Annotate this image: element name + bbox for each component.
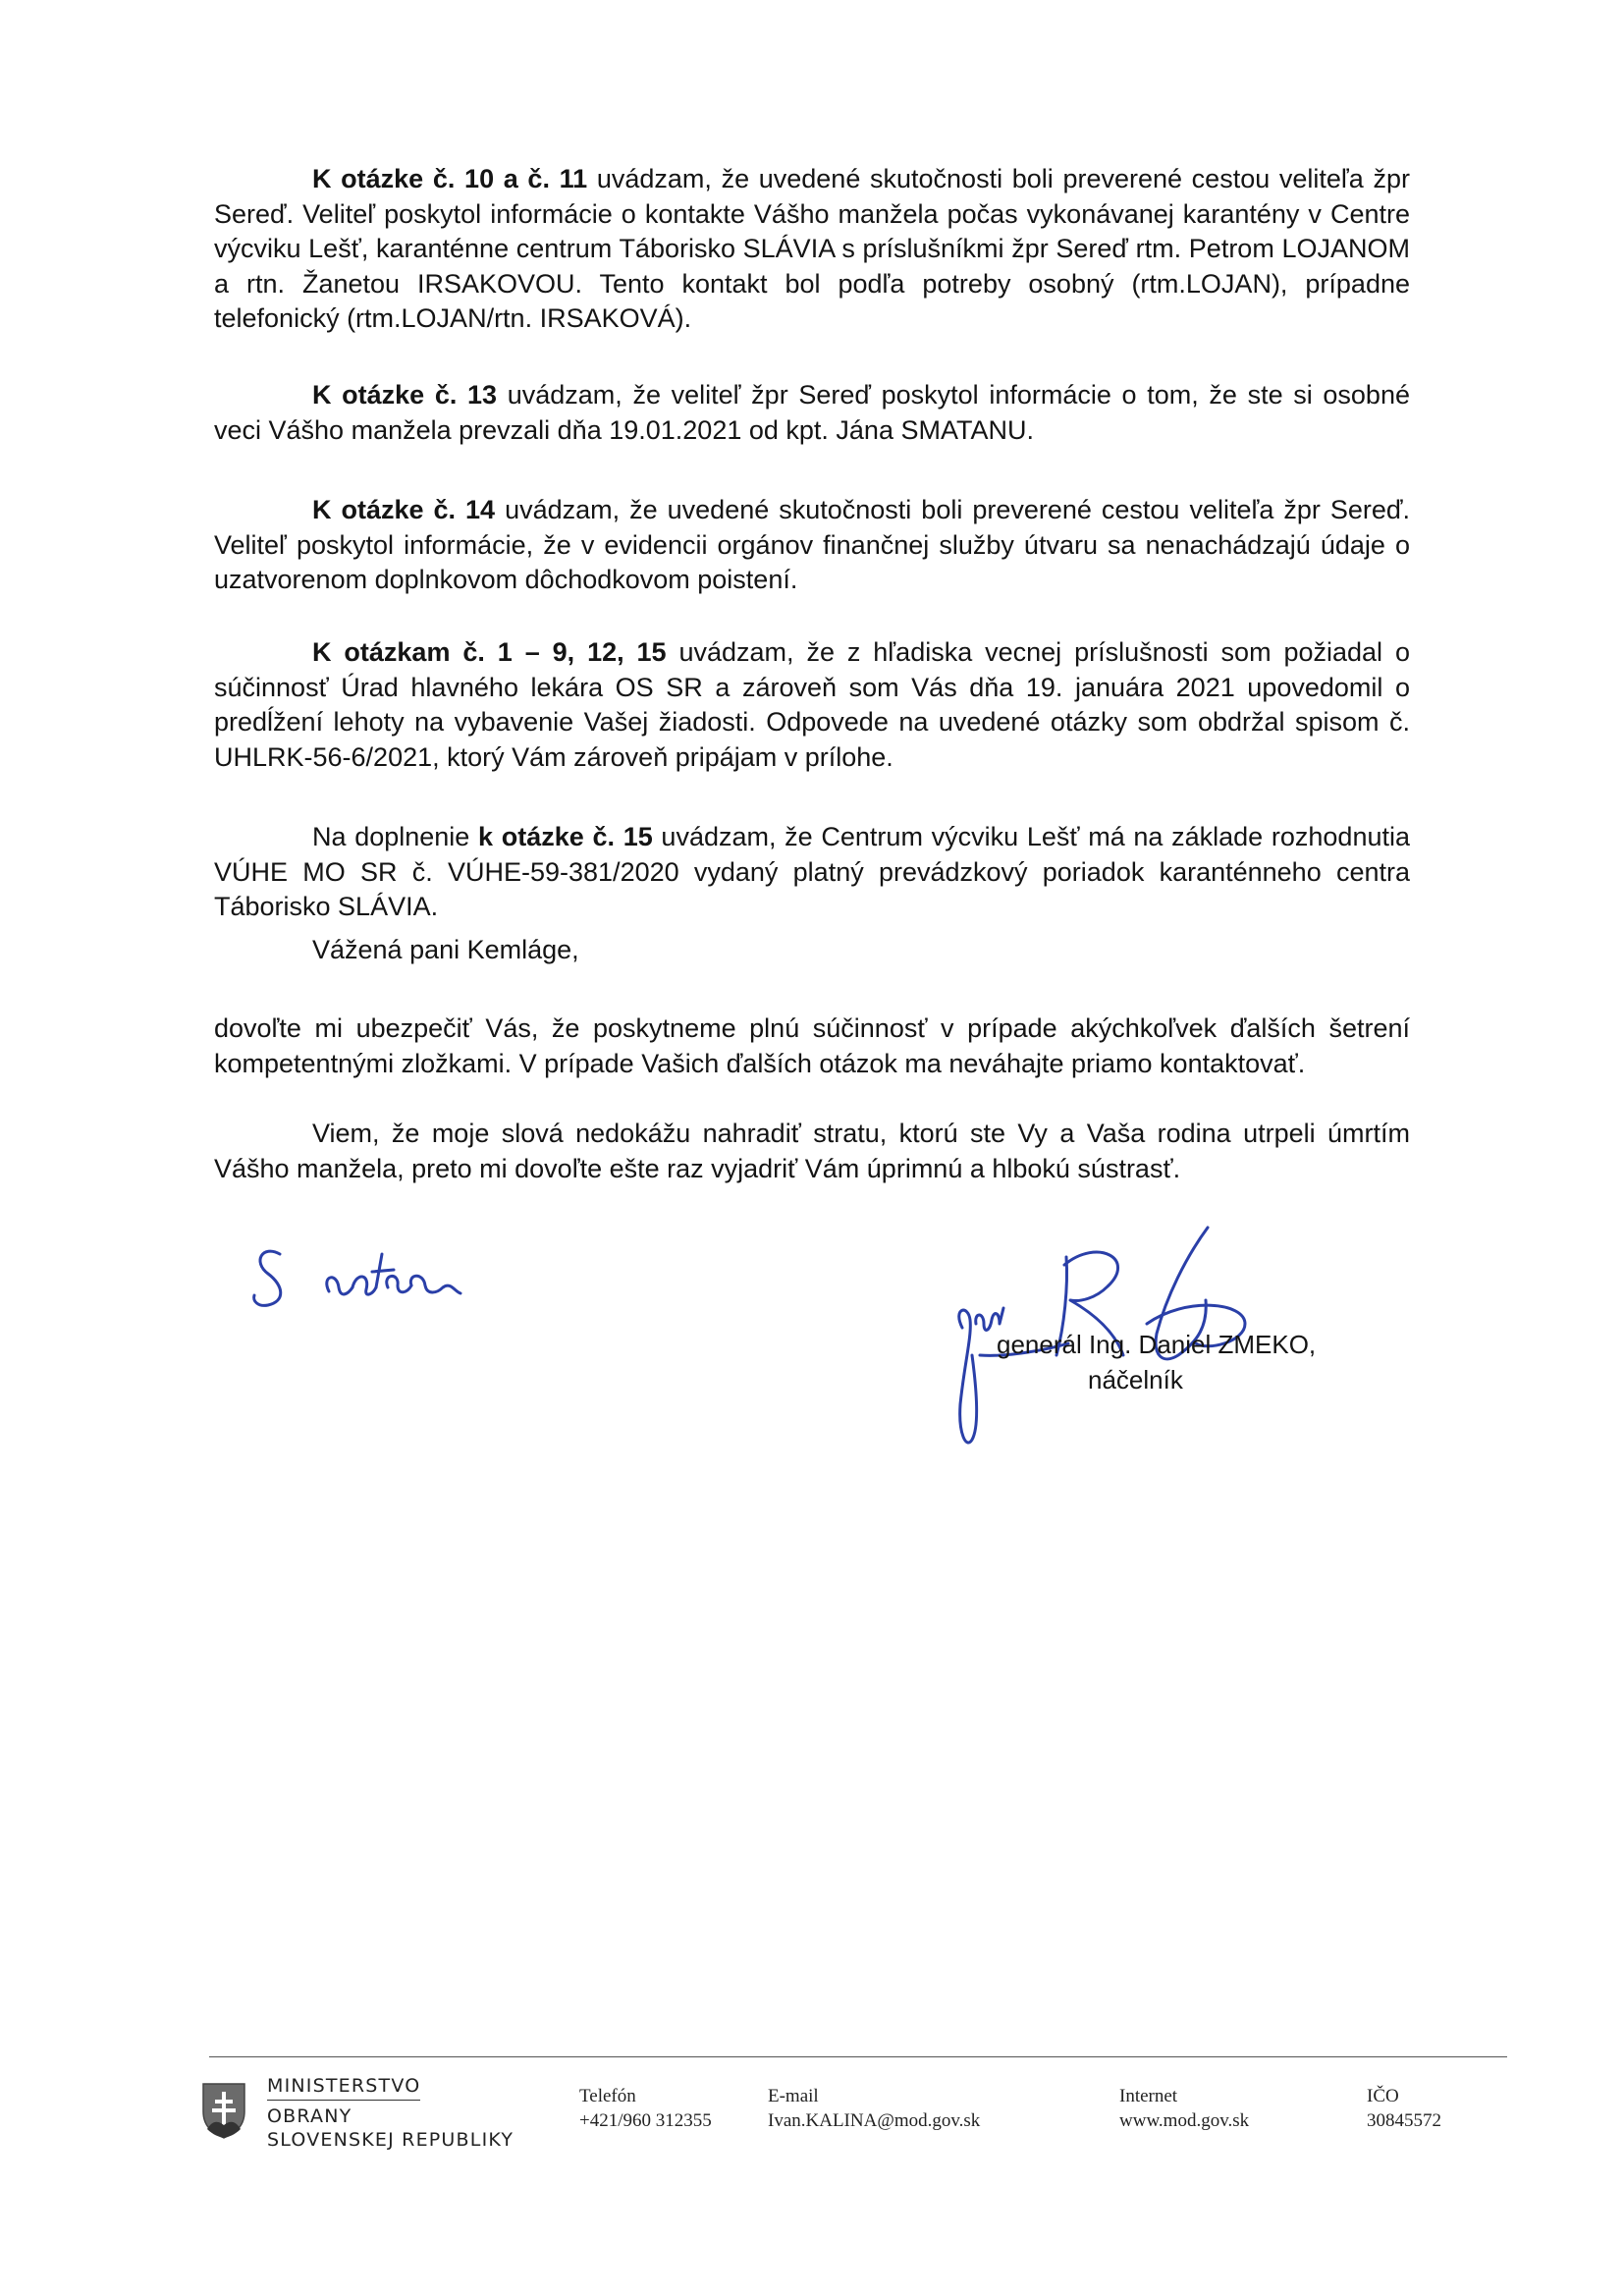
signer-role: náčelník — [1088, 1365, 1183, 1394]
paragraph-text: uvádzam, že uvedené skutočnosti boli preverené cestou veliteľa žpr Sereď. Veliteľ poskytol informácie, že v evidencii orgánov finančnej služby útvaru sa nenachádzajú údaje o uzatvorenom doplnkovom dôchodkovom poistení. — [214, 495, 1410, 594]
ministry-line-1: MINISTERSTVO — [267, 2074, 420, 2101]
handwritten-closing — [250, 1232, 545, 1331]
paragraph-prefix: Na doplnenie — [312, 822, 479, 851]
ministry-wordmark — [267, 2074, 514, 2152]
question-ref: K otázke č. 10 a č. 11 — [312, 164, 588, 193]
footer-ico — [1367, 2084, 1441, 2133]
footer-divider — [209, 2056, 1507, 2057]
ico-value: 30845572 — [1367, 2110, 1441, 2131]
paragraph-assurance: dovoľte mi ubezpečiť Vás, že poskytneme plnú súčinnosť v prípade akýchkoľvek ďalších šetrení kompetentnými zložkami. V prípade Vašich ďalších otázok ma neváhajte priamo kontaktovať. — [214, 1013, 1410, 1078]
phone-label: Telefón — [579, 2086, 636, 2106]
footer-internet — [1119, 2084, 1249, 2133]
paragraph-text: uvádzam, že uvedené skutočnosti boli preverené cestou veliteľa žpr Sereď. Veliteľ poskytol informácie o kontakte Vášho manžela počas vykonávanej karantény v Centre výcviku Lešť, karanténne centrum Táborisko SLÁVIA s príslušníkmi žpr Sereď rtm. Petrom LOJANOM a rtn. Žanetou IRSAKOVOU. Tento kontakt bol podľa potreby osobný (rtm.LOJAN), prípadne telefonický (rtm.LOJAN/rtn. IRSAKOVÁ). — [214, 164, 1410, 333]
question-ref: K otázkam č. 1 – 9, 12, 15 — [312, 637, 667, 667]
ministry-line-2: OBRANY — [267, 2105, 352, 2127]
ministry-line-3: SLOVENSKEJ REPUBLIKY — [267, 2129, 514, 2151]
paragraph-text: Viem, že moje slová nedokážu nahradiť stratu, ktorú ste Vy a Vaša rodina utrpeli úmrtím Vášho manžela, preto mi dovoľte ešte raz vyjadriť Vám úprimnú a hlbokú sústrasť. — [214, 1119, 1410, 1183]
email-label: E-mail — [768, 2086, 819, 2106]
paragraph-question-15-addendum — [214, 820, 1410, 925]
footer-email — [768, 2084, 980, 2133]
internet-label: Internet — [1119, 2086, 1178, 2106]
signer-name-rank: generál Ing. Daniel ZMEKO, — [997, 1330, 1317, 1359]
email-value: Ivan.KALINA@mod.gov.sk — [768, 2110, 981, 2131]
phone-value: +421/960 312355 — [579, 2110, 712, 2131]
paragraph-condolence — [214, 1117, 1410, 1186]
question-ref: k otázke č. 15 — [478, 822, 653, 851]
paragraph-question-14 — [214, 493, 1410, 598]
paragraph-text: uvádzam, že z hľadiska vecnej príslušnosti som požiadal o súčinnosť Úrad hlavného lekára OS SR a zároveň som Vás dňa 19. januára 2021 upovedomil o predĺžení lehoty na vybavenie Vašej žiadosti. Odpovede na uvedené otázky som obdržal spisom č. UHLRK-56-6/2021, ktorý Vám zároveň pripájam v prílohe. — [214, 637, 1410, 772]
paragraph-questions-1-9-12-15 — [214, 635, 1410, 775]
paragraph-text: uvádzam, že veliteľ žpr Sereď poskytol informácie o tom, že ste si osobné veci Vášho manžela prevzali dňa 19.01.2021 od kpt. Jána SMATANU. — [214, 380, 1410, 445]
paragraph-question-13 — [214, 378, 1410, 448]
footer-phone — [579, 2084, 712, 2133]
slovak-coat-of-arms-icon — [201, 2082, 246, 2139]
question-ref: K otázke č. 14 — [312, 495, 496, 524]
ico-label: IČO — [1367, 2086, 1399, 2106]
salutation — [214, 933, 1410, 968]
question-ref: K otázke č. 13 — [312, 380, 498, 410]
internet-value: www.mod.gov.sk — [1119, 2110, 1250, 2131]
paragraph-questions-10-11 — [214, 162, 1410, 337]
paragraph-text: uvádzam, že Centrum výcviku Lešť má na základe rozhodnutia VÚHE MO SR č. VÚHE-59-381/2020 vydaný platný prevádzkový poriadok karanténneho centra Táborisko SLÁVIA. — [214, 822, 1410, 921]
salutation-text: Vážená pani Kemláge, — [312, 935, 579, 964]
